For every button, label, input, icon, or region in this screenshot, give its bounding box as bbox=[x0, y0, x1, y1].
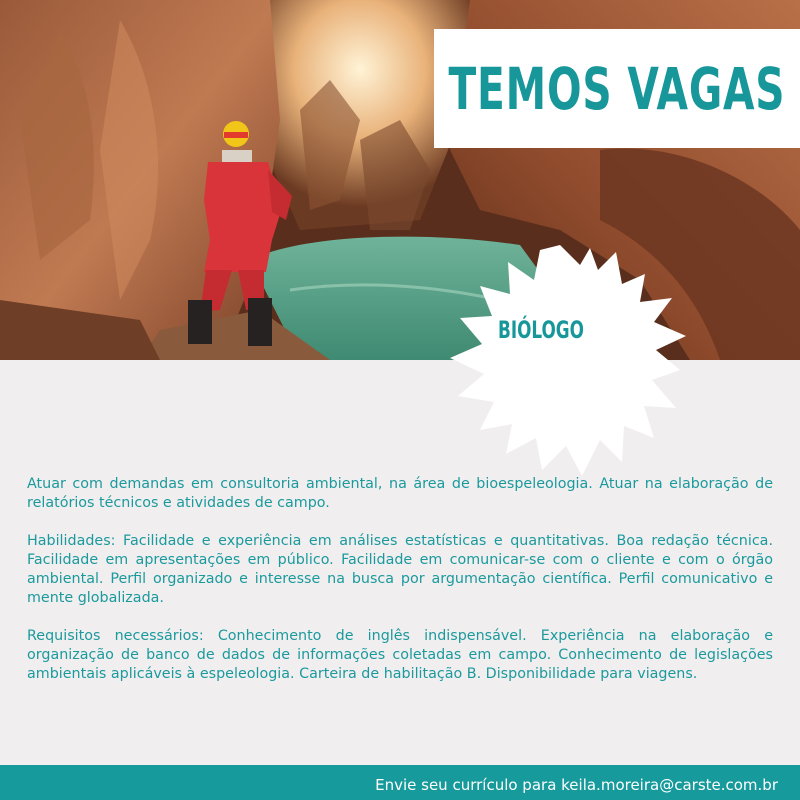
contact-email[interactable]: Envie seu currículo para keila.moreira@carste.com.br bbox=[375, 776, 778, 794]
skills-paragraph: Habilidades: Facilidade e experiência em análises estatísticas e quantitativas. Boa redação técnica. Facilidade em apresentações em público. Facilidade em comunicar-se com o cliente e com o órgão ambiental. Perfil organizado e interesse na busca por argumentação científica. Perfil comunicativo e mente globalizada. bbox=[27, 533, 773, 606]
requirements-paragraph: Requisitos necessários: Conhecimento de inglês indispensável. Experiência na elaboração e organização de banco de dados de informações coletadas em campo. Conhecimento de legislações ambientais aplicáveis à espeleologia. Carteira de habilitação B. Disponibilidade para viagens. bbox=[27, 628, 773, 682]
paint-splash bbox=[440, 240, 690, 480]
footer-bar bbox=[0, 765, 800, 800]
job-description bbox=[27, 475, 773, 703]
page-title: TEMOS VAGAS bbox=[448, 54, 786, 123]
description-paragraph: Atuar com demandas em consultoria ambiental, na área de bioespeleologia. Atuar na elaboração de relatórios técnicos e atividades de campo. bbox=[27, 476, 773, 511]
job-role: BIÓLOGO bbox=[498, 316, 584, 344]
title-banner bbox=[434, 29, 800, 148]
